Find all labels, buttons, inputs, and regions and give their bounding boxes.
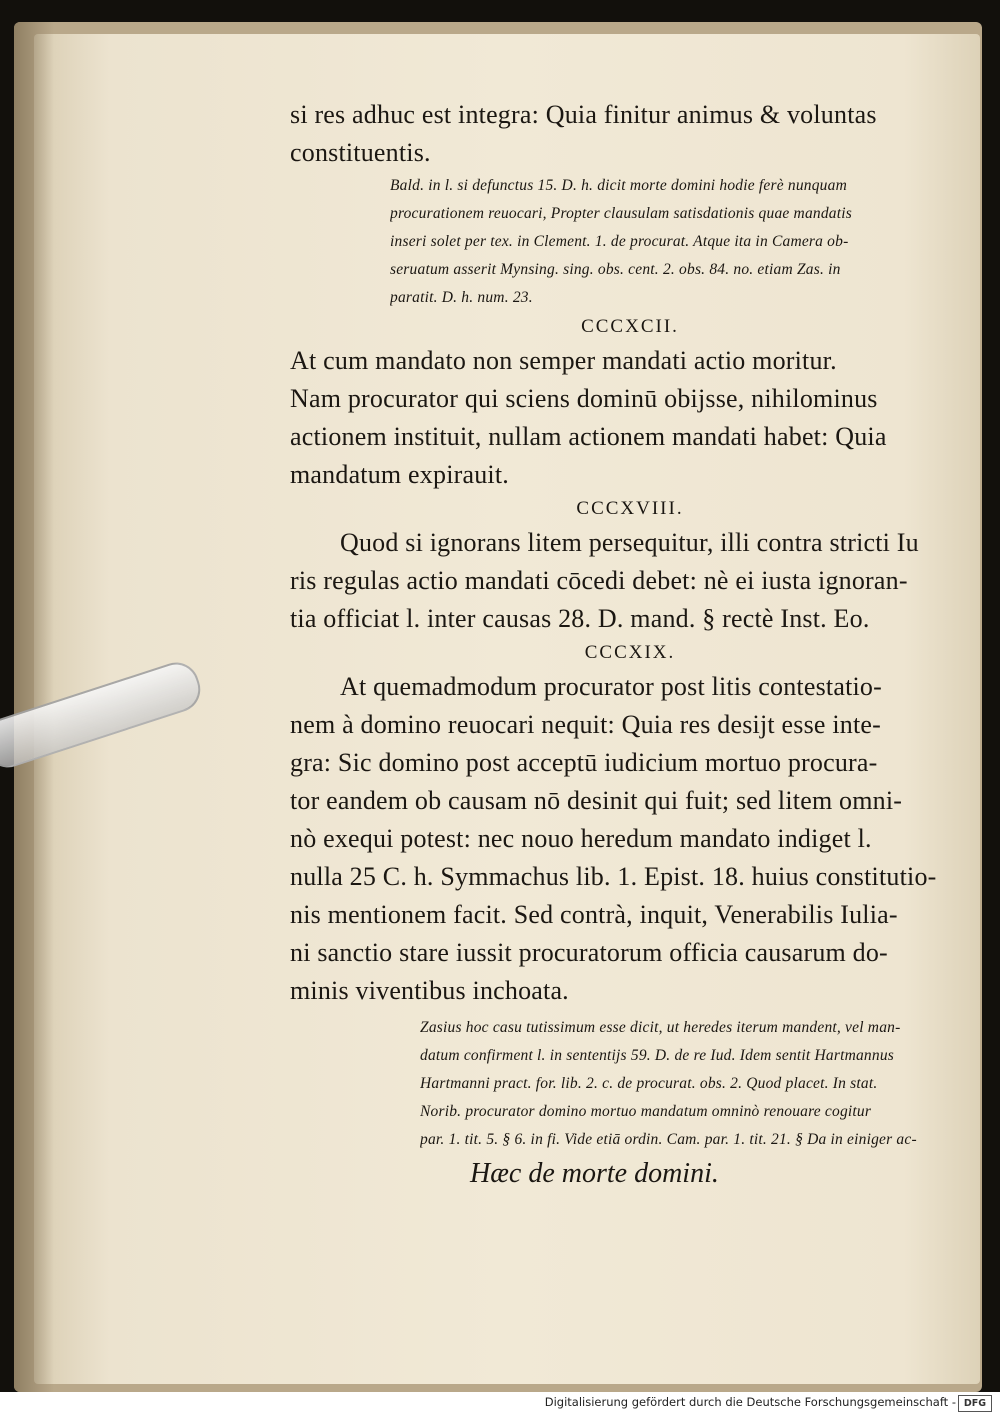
note-line: Zasius hoc casu tutissimum esse dicit, ut heredes iterum mandent, vel man- (420, 1019, 901, 1036)
paragraph-4 (290, 668, 970, 1010)
paragraph-1 (290, 96, 970, 172)
text-line: At cum mandato non semper mandati actio moritur. (290, 346, 837, 375)
text-line: nò exequi potest: nec nouo heredum mandato indiget l. (290, 824, 872, 853)
text-line: At quemadmodum procurator post litis contestatio- (340, 672, 882, 701)
section-heading: CCCXVIII. (576, 498, 684, 519)
text-line: ris regulas actio mandati cōcedi debet: nè ei iusta ignoran- (290, 566, 908, 595)
text-line: gra: Sic domino post acceptū iudicium mortuo procura- (290, 748, 878, 777)
note-line: seruatum asserit Mynsing. sing. obs. cent. 2. obs. 84. no. etiam Zas. in (390, 261, 841, 278)
note-line: procurationem reuocari, Propter clausulam satisdationis quae mandatis (390, 205, 852, 222)
closing-line: Hæc de morte domini. (470, 1158, 719, 1189)
note-line: Bald. in l. si defunctus 15. D. h. dicit morte domini hodie ferè nunquam (390, 177, 847, 194)
text-line: nis mentionem facit. Sed contrà, inquit, Venerabilis Iulia- (290, 900, 898, 929)
text-line: actionem instituit, nullam actionem mandati habet: Quia (290, 422, 887, 451)
text-line: tia officiat l. inter causas 28. D. mand. § rectè Inst. Eo. (290, 604, 870, 633)
note-line: datum confirment l. in sententijs 59. D. de re Iud. Idem sentit Hartmannus (420, 1047, 895, 1064)
text-line: ni sanctio stare iussit procuratorum officia causarum do- (290, 938, 888, 967)
dfg-logo: DFG (958, 1395, 992, 1412)
note-line: par. 1. tit. 5. § 6. in fi. Vide etiā ordin. Cam. par. 1. tit. 21. § Da in einiger ac- (420, 1131, 917, 1148)
paragraph-2 (290, 342, 970, 494)
text-line: mandatum expirauit. (290, 460, 509, 489)
text-line: constituentis. (290, 138, 431, 167)
section-heading: CCCXCII. (581, 316, 679, 337)
text-line: tor eandem ob causam nō desinit qui fuit; sed litem omni- (290, 786, 903, 815)
text-line: minis viventibus inchoata. (290, 976, 569, 1005)
paragraph-3 (290, 524, 970, 638)
note-line: paratit. D. h. num. 23. (390, 289, 533, 306)
page-text (290, 96, 970, 1194)
digitization-footer (0, 1392, 1000, 1414)
note-line: Hartmanni pract. for. lib. 2. c. de procurat. obs. 2. Quod placet. In stat. (420, 1075, 878, 1092)
text-line: nem à domino reuocari nequit: Quia res desijt esse inte- (290, 710, 881, 739)
section-heading: CCCXIX. (584, 642, 676, 663)
funding-credit: Digitalisierung gefördert durch die Deutsche Forschungsgemeinschaft - (544, 1395, 956, 1409)
note-line: Norib. procurator domino mortuo mandatum omninò renouare cogitur (420, 1103, 872, 1120)
note-2 (420, 1014, 965, 1154)
note-line: inseri solet per tex. in Clement. 1. de procurat. Atque ita in Camera ob- (390, 233, 849, 250)
note-1 (390, 172, 960, 312)
text-line: Quod si ignorans litem persequitur, illi contra stricti Iu (340, 528, 919, 557)
text-line: nulla 25 C. h. Symmachus lib. 1. Epist. 18. huius constitutio- (290, 862, 937, 891)
text-line: Nam procurator qui sciens dominū obijsse, nihilominus (290, 384, 878, 413)
text-line: si res adhuc est integra: Quia finitur animus & voluntas (290, 100, 877, 129)
